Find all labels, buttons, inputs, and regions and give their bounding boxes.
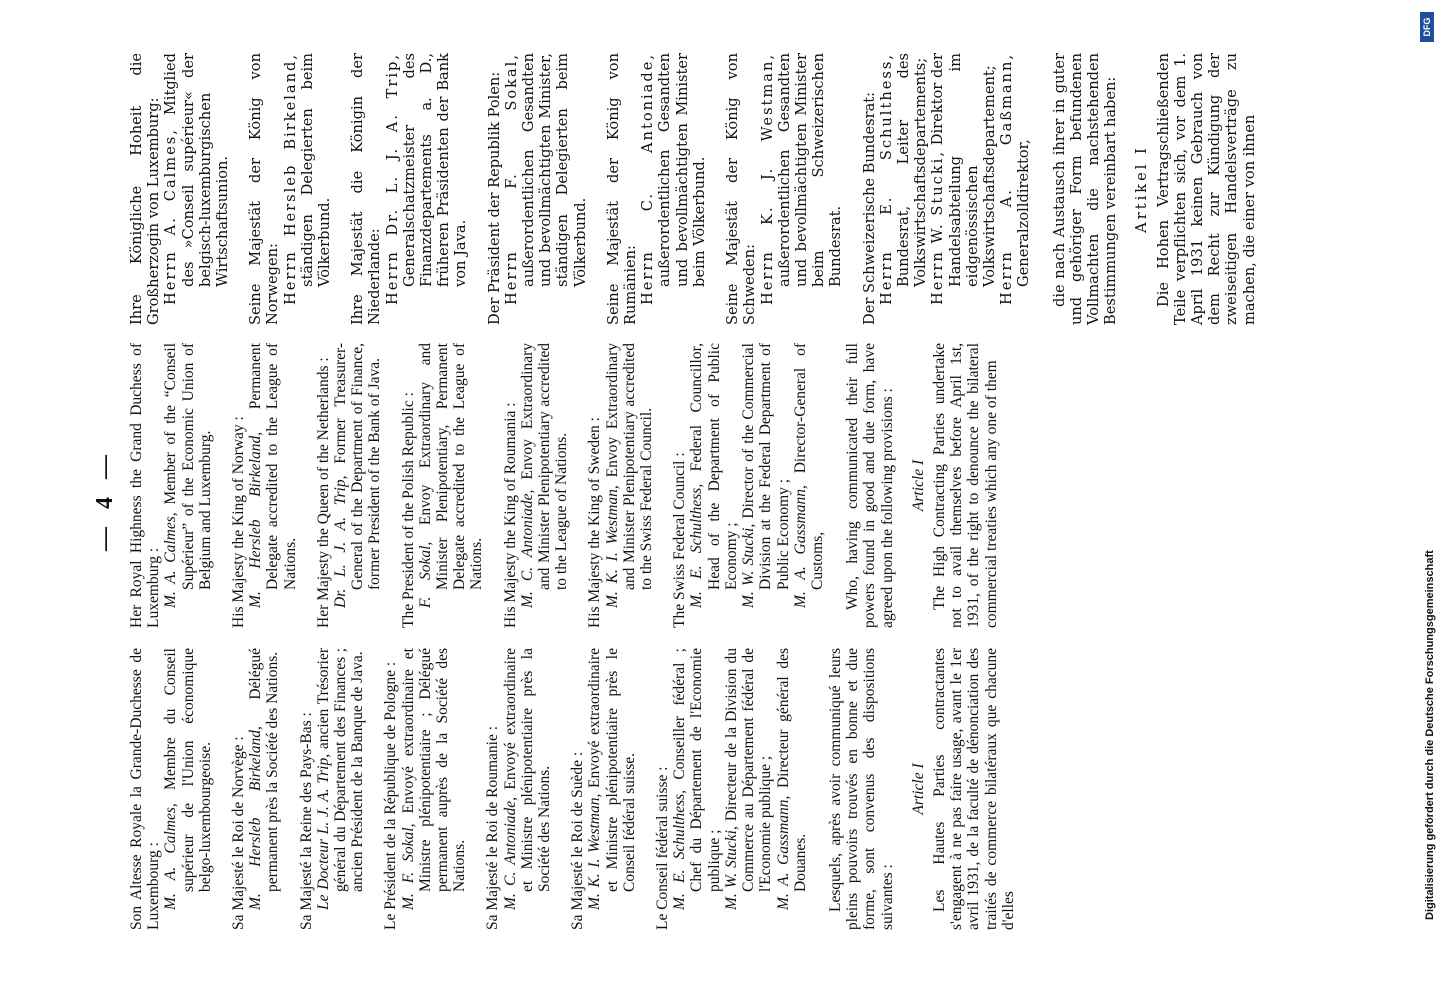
german-column xyxy=(128,53,1308,325)
party-heading: The Swiss Federal Council : xyxy=(671,452,689,628)
party-heading: Seine Majestät der König von Norwegen: xyxy=(247,53,282,325)
party-heading: Sa Majesté le Roi de Norvège : xyxy=(230,736,248,930)
party-block xyxy=(861,53,1033,325)
delegate-name: M. K. I. Westman, xyxy=(586,793,604,910)
closing-paragraph: die nach Austausch ihrer in guter und gehöriger Form befundenen Vollmachten die nachstehenden Bestimmungen vereinbart haben: xyxy=(1050,53,1120,325)
delegate-entry xyxy=(162,648,214,910)
party-heading: Son Altesse Royale la Grande-Duchesse de Luxembourg : xyxy=(128,648,163,930)
delegate-title: Director of the Commercial Division at the Federal Department of Public Economy ; xyxy=(740,343,792,590)
delegate-name: Le Docteur L. J. A. Trip, xyxy=(314,753,332,910)
party-block xyxy=(586,343,655,628)
delegate-entry xyxy=(586,648,638,910)
delegate-title: Envoyé extraordinaire et Ministre plénipotentiaire ; Délégué permanent auprès de la Société des Nations. xyxy=(399,648,469,892)
delegate-name: Herrn C. Antoniade, xyxy=(639,53,657,305)
delegate-title: Bundesrat, Leiter des Volkswirtschaftsdepartements; xyxy=(894,53,930,287)
delegate-name: M. E. Schulthess, xyxy=(671,789,689,910)
party-heading: Her Majesty the Queen of the Netherlands : xyxy=(314,357,332,628)
delegate-name: M. A. Calmes, xyxy=(162,803,180,910)
delegate-entry xyxy=(774,648,809,910)
delegate-entry xyxy=(688,343,740,608)
delegate-name: M. Hersleb Birkeland, xyxy=(247,726,265,910)
delegate-title: außerordentlichen Gesandten und bevollmächtigten Minister, ständigen Delegierten beim Völkerbund. xyxy=(520,53,589,287)
delegate-title: Membre du Conseil supérieur de l'Union économique belgo-luxembourgeoise. xyxy=(162,648,214,892)
delegate-name: M. A. Gassmann, xyxy=(774,795,792,910)
delegate-title: außerordentlichen Gesandten und bevollmächtigten Minister beim Schweizerischen Bundesrat. xyxy=(775,53,845,287)
party-block xyxy=(671,343,826,628)
delegate-name: Dr. L. J. A. Trip, xyxy=(332,475,350,608)
delegate-name: Herrn A. Gaßmann, xyxy=(998,53,1016,305)
article-text: Les Hautes Parties contractantes s'engagent à ne pas faire usage, avant le 1er avril 1931, de la faculté de dénonciation des traités de commerce bilatéraux que chacune d'elles xyxy=(930,648,1017,930)
delegate-name: F. Sokal, xyxy=(416,541,434,608)
digitization-note: Digitalisierung gefördert durch die Deutsche Forschungsgemeinschaft xyxy=(1424,550,1436,920)
party-block xyxy=(724,53,844,325)
delegate-name: M. C. Antoniade, xyxy=(501,796,519,910)
delegate-title: Mitglied des »Conseil supérieur« der belgisch-luxemburgischen Wirtschaftsunion. xyxy=(162,53,232,287)
delegate-entry xyxy=(671,648,723,910)
delegate-name: Herrn Dr. L. J. A. Trip, xyxy=(383,53,401,305)
delegate-title: Envoyé extraordinaire et Ministre plénipotentiaire près le Conseil fédéral suisse. xyxy=(586,648,638,892)
delegate-name: M. A. Gassmann, xyxy=(791,485,809,608)
party-block xyxy=(382,648,468,930)
delegate-name: M. W. Stucki, xyxy=(740,523,758,608)
delegate-entry xyxy=(162,53,232,305)
delegate-name: M. C. Antoniade, xyxy=(518,489,536,608)
delegate-title: Envoy Extraordinary and Minister Plenipotentiary, Permanent Delegate accredited to the League of Nations. xyxy=(416,343,486,590)
delegate-title: Direktor der Handelsabteilung im eidgenössischen Volkswirtschaftsdepartement; xyxy=(929,53,998,287)
party-heading: Sa Majesté la Reine des Pays-Bas : xyxy=(297,712,315,930)
party-heading: Le Conseil fédéral suisse : xyxy=(654,766,672,930)
party-heading: Seine Majestät der König von Rumänien: xyxy=(604,53,640,325)
delegate-title: Generalzolldirektor, xyxy=(1015,139,1033,287)
party-block xyxy=(315,343,384,628)
party-block xyxy=(502,343,571,628)
party-block xyxy=(128,648,214,930)
delegate-name: Herrn F. Sokal, xyxy=(502,53,520,305)
party-block xyxy=(400,343,486,628)
delegate-name: M. E. Schulthess, xyxy=(688,483,706,608)
delegate-name: Herrn K. J. Westman, xyxy=(758,53,776,305)
party-block xyxy=(605,53,708,325)
dfg-logo xyxy=(1420,12,1434,42)
article-text: Die Hohen Vertragschließenden Teile verpflichten sich, vor dem 1. April 1931 keinen Gebrauch von dem Recht zur Kündigung der zweiseitigen Handelsverträge zu machen, die einer von ihnen xyxy=(1154,53,1258,325)
article-text: The High Contracting Parties undertake not to avail themselves before April 1st, 1931, of the right to denounce the bilateral commercial treaties which any one of them xyxy=(930,343,1000,628)
party-heading: Der Präsident der Republik Polen: xyxy=(485,71,503,325)
delegate-title: Envoy Extraordinary and Minister Plenipotentiary accredited to the League of Nations. xyxy=(518,342,571,590)
delegate-name: M. Hersleb Birkeland, xyxy=(247,431,265,608)
party-heading: Le Président de la République de Pologne : xyxy=(382,661,400,930)
digitization-footnote xyxy=(1396,40,1436,940)
delegate-title: Conseiller fédéral ; Chef du Département de l'Economie publique ; xyxy=(671,648,723,892)
delegate-entry xyxy=(314,648,367,910)
delegate-title: ständigen Delegierten beim Völkerbund. xyxy=(298,53,334,287)
delegate-entry xyxy=(416,343,486,608)
party-heading: Sa Majesté le Roi de Roumanie : xyxy=(484,725,502,930)
delegate-title: ancien Trésorier général du Département des Finances ; ancien Président de la Banque de Java. xyxy=(314,648,367,892)
delegate-title: außerordentlichen Gesandten und bevollmächtigten Minister beim Völkerbund. xyxy=(656,53,708,287)
party-heading: Seine Majestät der König von Schweden: xyxy=(724,53,759,325)
party-heading: His Majesty the King of Roumania : xyxy=(501,402,519,628)
delegate-name: Herrn W. Stucki, xyxy=(929,150,947,305)
article-title: Artikel I xyxy=(1133,145,1151,233)
closing-paragraph: Who, having communicated their full powers found in good and due form, have agreed upon the following provisions : xyxy=(844,343,896,628)
party-heading: Ihre Majestät die Königin der Niederlande: xyxy=(349,53,384,325)
article-title: Article I xyxy=(909,459,927,512)
party-heading: The President of the Polish Republic : xyxy=(399,392,417,628)
delegate-name: M. F. Sokal, xyxy=(399,823,417,910)
delegate-title: Federal Councillor, Head of the Department of Public Economy ; xyxy=(688,343,740,590)
closing-paragraph: Lesquels, après avoir communiqué leurs pleins pouvoirs trouvés en bonne et due forme, sont convenus des dispositions suivantes : xyxy=(826,648,896,930)
party-block xyxy=(484,648,553,930)
party-block xyxy=(128,343,214,628)
party-block xyxy=(230,343,299,628)
delegate-entry xyxy=(998,53,1033,305)
delegate-name: M. W. Stucki, xyxy=(722,826,740,910)
delegate-entry xyxy=(383,53,470,305)
delegate-entry xyxy=(247,343,299,608)
delegate-title: Envoy Extraordinary and Minister Plenipotentiary accredited to the Swiss Federal Council. xyxy=(603,343,656,590)
delegate-title: Envoyé extraordinaire et Ministre plénipotentiaire près la Société des Nations. xyxy=(501,648,554,892)
english-column xyxy=(128,343,1308,628)
delegate-title: Permanent Delegate accredited to the League of Nations. xyxy=(247,343,299,590)
french-column xyxy=(128,648,1308,930)
party-heading: Der Schweizerische Bundesrat: xyxy=(860,91,878,325)
delegate-entry xyxy=(877,53,930,305)
delegate-name: Herrn E. Schulthess, xyxy=(877,53,895,305)
delegate-name: Herrn Hersleb Birkeland, xyxy=(281,53,299,305)
page-number: — 4 — xyxy=(92,449,118,551)
party-block xyxy=(298,648,367,930)
delegate-entry xyxy=(281,53,334,305)
party-heading: His Majesty the King of Sweden : xyxy=(586,417,604,628)
delegate-title: Former Treasurer-General of the Department of Finance, former President of the Bank of Java. xyxy=(332,343,384,590)
party-heading: Her Royal Highness the Grand Duchess of Luxemburg : xyxy=(128,343,163,628)
delegate-entry xyxy=(639,53,708,305)
party-block xyxy=(349,53,469,325)
delegate-entry xyxy=(603,343,656,608)
party-heading: His Majesty the King of Norway : xyxy=(230,416,248,628)
delegate-entry xyxy=(758,53,845,305)
delegate-entry xyxy=(247,648,282,910)
party-block xyxy=(486,53,589,325)
delegate-name: Herrn A. Calmes, xyxy=(162,128,180,305)
delegate-entry xyxy=(332,343,384,608)
delegate-entry xyxy=(502,53,589,305)
delegate-title: Directeur de la Division du Commerce au Département fédéral de l'Economie publique ; xyxy=(722,648,775,892)
delegate-name: M. A. Calmes, xyxy=(162,512,180,608)
party-block xyxy=(128,53,231,325)
party-block xyxy=(230,648,282,930)
delegate-title: Generalschatzmeister des Finanzdepartements a. D., früheren Präsidenten der Bank von Java. xyxy=(400,53,470,287)
delegate-title: Directeur général des Douanes. xyxy=(774,648,809,892)
delegate-entry xyxy=(501,648,554,910)
delegate-entry xyxy=(740,343,792,608)
party-heading: Sa Majesté le Roi de Suède : xyxy=(569,751,587,930)
delegate-entry xyxy=(791,343,826,608)
party-block xyxy=(654,648,809,930)
delegate-entry xyxy=(399,648,469,910)
delegate-title: Member of the “Conseil Supérieur” of the Economic Union of Belgium and Luxemburg. xyxy=(162,343,214,590)
delegate-entry xyxy=(518,342,571,608)
delegate-title: Délégué permanent près la Société des Nations. xyxy=(247,648,282,892)
party-block xyxy=(569,648,638,930)
delegate-entry xyxy=(162,343,214,608)
delegate-title: Director-General of Customs, xyxy=(791,343,826,590)
party-heading: Ihre Königliche Hoheit die Großherzogin von Luxemburg: xyxy=(128,53,163,325)
delegate-name: M. K. I. Westman, xyxy=(603,485,621,608)
party-block xyxy=(247,53,333,325)
article-title: Article I xyxy=(909,763,927,815)
delegate-entry xyxy=(929,53,998,305)
dfg-logo-text: DFG xyxy=(1422,17,1432,37)
delegate-entry xyxy=(722,648,775,910)
